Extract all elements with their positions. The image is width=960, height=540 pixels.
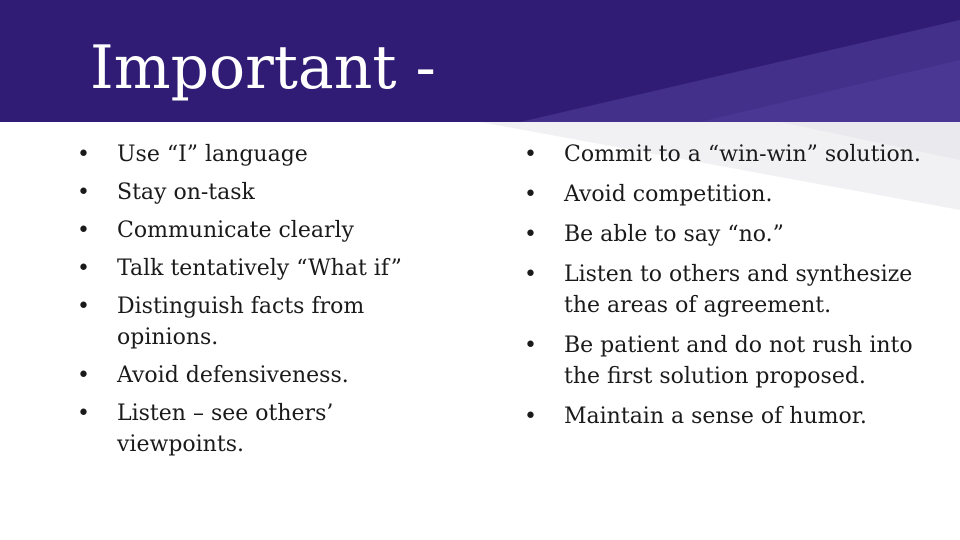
list-item: [77, 215, 457, 246]
bullet-dot-icon: •: [77, 218, 90, 243]
bullet-text: Avoid defensiveness.: [117, 363, 349, 388]
bullet-dot-icon: •: [77, 363, 90, 388]
bullet-text: Listen – see others’ viewpoints.: [117, 401, 334, 457]
list-item: [77, 177, 457, 208]
bullet-text: Avoid competition.: [564, 182, 773, 207]
bullet-dot-icon: •: [524, 142, 537, 167]
list-item: [524, 401, 944, 432]
list-item: [77, 398, 457, 460]
bullet-text: Communicate clearly: [117, 218, 354, 243]
bullet-text: Use “I” language: [117, 142, 308, 167]
slide-title: Important -: [90, 33, 436, 103]
bullet-text: Commit to a “win-win” solution.: [564, 142, 921, 167]
list-item: [524, 179, 944, 210]
list-item: [77, 253, 457, 284]
left-bullet-list: [77, 139, 457, 467]
list-item: [77, 139, 457, 170]
list-item: [524, 219, 944, 250]
list-item: [77, 291, 457, 353]
bullet-dot-icon: •: [77, 142, 90, 167]
bullet-dot-icon: •: [524, 262, 537, 287]
list-item: [77, 360, 457, 391]
list-item: [524, 139, 944, 170]
right-bullet-list: [524, 139, 944, 441]
bullet-text: Be able to say “no.”: [564, 222, 784, 247]
bullet-dot-icon: •: [77, 180, 90, 205]
bullet-text: Talk tentatively “What if”: [117, 256, 402, 281]
bullet-text: Stay on-task: [117, 180, 255, 205]
bullet-dot-icon: •: [524, 404, 537, 429]
list-item: [524, 259, 944, 321]
bullet-dot-icon: •: [77, 401, 90, 426]
bullet-text: Be patient and do not rush into the first solution proposed.: [564, 333, 913, 389]
bullet-text: Listen to others and synthesize the areas of agreement.: [564, 262, 913, 318]
bullet-text: Distinguish facts from opinions.: [117, 294, 365, 350]
bullet-dot-icon: •: [77, 256, 90, 281]
bullet-dot-icon: •: [524, 182, 537, 207]
bullet-text: Maintain a sense of humor.: [564, 404, 867, 429]
bullet-dot-icon: •: [77, 294, 90, 319]
bullet-dot-icon: •: [524, 222, 537, 247]
bullet-dot-icon: •: [524, 333, 537, 358]
list-item: [524, 330, 944, 392]
